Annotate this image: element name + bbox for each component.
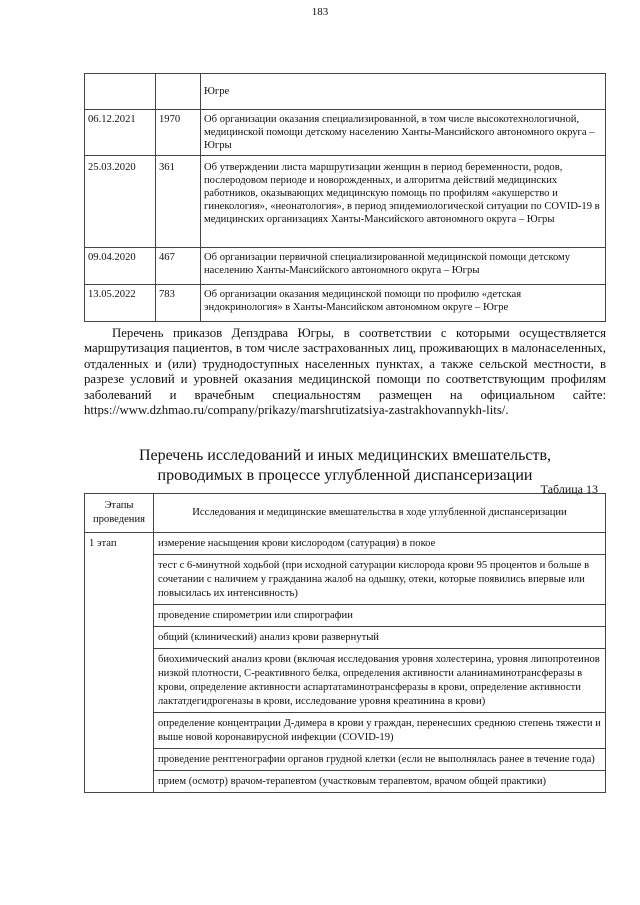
order-number <box>156 74 201 110</box>
table-header-row <box>85 494 606 533</box>
orders-table <box>84 73 606 322</box>
research-item: прием (осмотр) врачом-терапевтом (участковым терапевтом, врачом общей практики) <box>154 771 606 793</box>
table-row <box>85 649 606 713</box>
table-row <box>85 74 606 110</box>
research-item: тест с 6-минутной ходьбой (при исходной сатурации кислорода крови 95 процентов и больше в сочетании с наличием у гражданина жалоб на одышку, отеки, которые появились впервые или повысилась их интенсивность) <box>154 555 606 605</box>
order-number: 361 <box>156 156 201 248</box>
table-row <box>85 713 606 749</box>
table-row <box>85 749 606 771</box>
section-title-line1: Перечень исследований и иных медицинских вмешательств, <box>138 447 552 464</box>
order-number: 783 <box>156 285 201 322</box>
routing-paragraph: Перечень приказов Депздрава Югры, в соответствии с которыми осуществляется маршрутизация пациентов, в том числе застрахованных лиц, проживающих в малонаселенных, отдаленных и (или) труднодоступных населенных пунктах, а также сельской местности, в разрезе условий и уровней оказания медицинской помощи по соответствующим профилям заболеваний и врачебным специальностям размещен на официальном сайте: https://www.dzhmao.ru/company/prikazy/marshrutizatsiya-zastrakhovannykh-lits/. <box>84 326 606 418</box>
stage-label: 1 этап <box>85 533 154 555</box>
research-item: проведение рентгенографии органов грудной клетки (если не выполнялась ранее в течение года) <box>154 749 606 771</box>
table-row <box>85 248 606 285</box>
table-row <box>85 156 606 248</box>
research-table <box>84 493 606 793</box>
order-title: Об организации оказания специализированной, в том числе высокотехнологичной, медицинской помощи детскому населению Ханты-Мансийского автономного округа – Югры <box>201 110 606 156</box>
header-research: Исследования и медицинские вмешательства в ходе углубленной диспансеризации <box>154 494 606 533</box>
header-stage: Этапы проведения <box>85 494 154 533</box>
research-item: биохимический анализ крови (включая исследования уровня холестерина, уровня липопротеинов низкой плотности, С-реактивного белка, определения активности аланинаминотрансферазы в крови, определение активности аспартатаминотрансферазы в крови, определение активности лактатдегидрогеназы в крови, исследование уровня креатинина в крови) <box>154 649 606 713</box>
research-item: общий (клинический) анализ крови развернутый <box>154 627 606 649</box>
research-item: измерение насыщения крови кислородом (сатурация) в покое <box>154 533 606 555</box>
table-row <box>85 533 606 555</box>
section-title <box>84 446 606 486</box>
table-caption: Таблица 13 <box>540 482 598 496</box>
order-number: 467 <box>156 248 201 285</box>
section-title-line2: проводимых в процессе углубленной диспансеризации <box>157 467 533 484</box>
order-title: Об организации первичной специализированной медицинской помощи детскому населению Ханты-Мансийского автономного округа – Югры <box>201 248 606 285</box>
table-row <box>85 110 606 156</box>
order-date: 06.12.2021 <box>85 110 156 156</box>
order-title: Об утверждении листа маршрутизации женщин в период беременности, родов, послеродовом периоде и новорожденных, и алгоритма действий медицинских работников, оказывающих медицинскую помощь по профилям «акушерство и гинекология», «неонатология», в период эпидемиологической ситуации по COVID-19 в медицинских организациях Ханты-Мансийского автономного округа – Югры <box>201 156 606 248</box>
order-date: 25.03.2020 <box>85 156 156 248</box>
table-row <box>85 627 606 649</box>
order-date <box>85 74 156 110</box>
order-date: 13.05.2022 <box>85 285 156 322</box>
order-date: 09.04.2020 <box>85 248 156 285</box>
research-item: проведение спирометрии или спирографии <box>154 605 606 627</box>
table-row <box>85 555 606 605</box>
research-item: определение концентрации Д-димера в крови у граждан, перенесших среднюю степень тяжести и выше новой коронавирусной инфекции (COVID-19) <box>154 713 606 749</box>
table-row <box>85 771 606 793</box>
order-title: Об организации оказания медицинской помощи по профилю «детская эндокринология» в Ханты-Мансийском автономном округе – Югре <box>201 285 606 322</box>
table-row <box>85 285 606 322</box>
page-number: 183 <box>311 6 329 18</box>
table-row <box>85 605 606 627</box>
order-number: 1970 <box>156 110 201 156</box>
order-title: Югре <box>201 74 606 110</box>
